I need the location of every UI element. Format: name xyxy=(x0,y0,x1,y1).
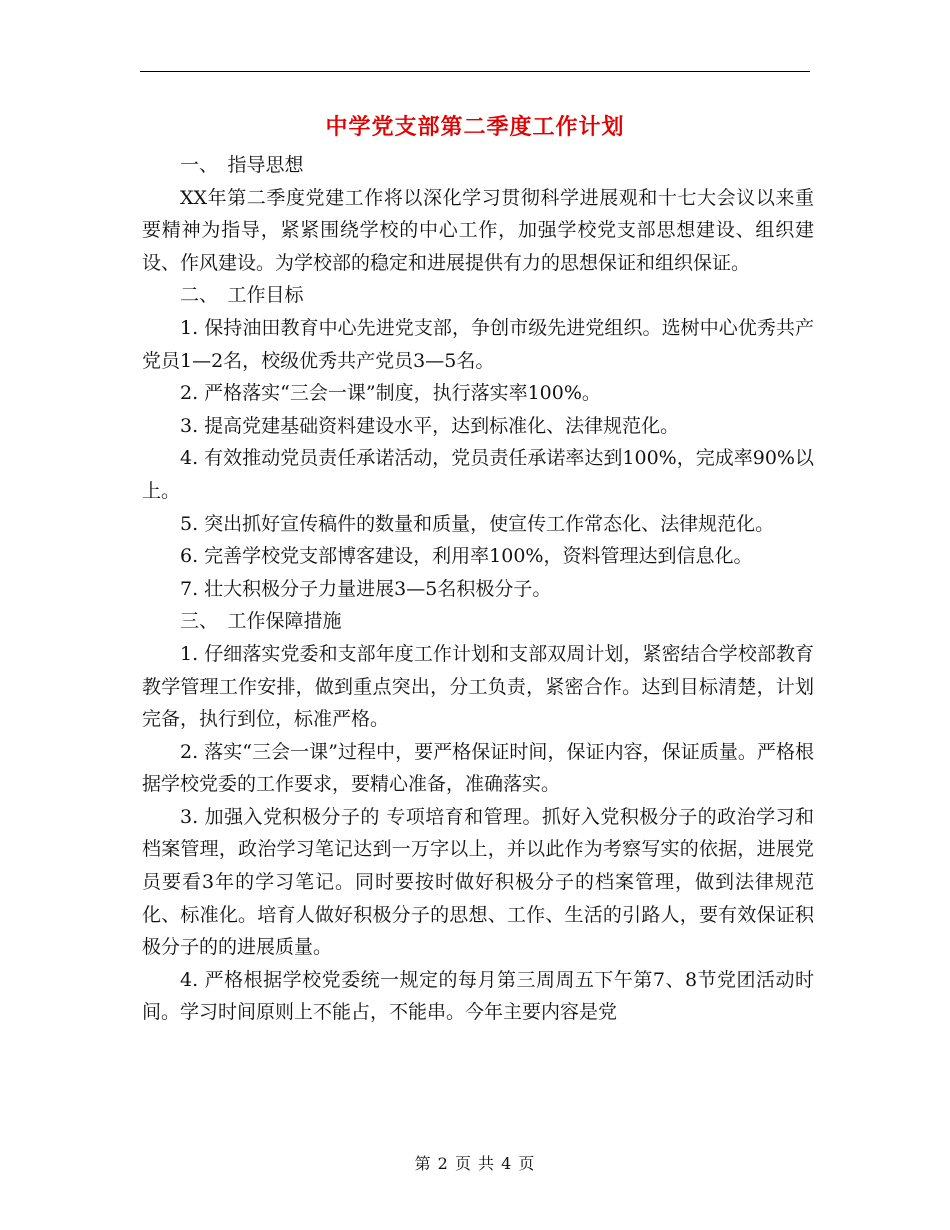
header-rule xyxy=(140,71,810,72)
goal-item-7: 7. 壮大积极分子力量进展3—5名积极分子。 xyxy=(180,577,552,600)
goal-item-5: 5. 突出抓好宣传稿件的数量和质量，使宣传工作常态化、法律规范化。 xyxy=(180,512,775,535)
measure-item-3: 3. 加强入党积极分子的 专项培育和管理。抓好入党积极分子的政治学习和档案管理，政治学习笔记达到一万字以上，并以此作为考察写实的依据，进展党员要看3年的学习笔记。同时要按时做好积极分子的档案管理，做到法律规范化、标准化。培育人做好积极分子的思想、工作、生活的引路人，要有效保证积极分子的的进展质量。 xyxy=(142,805,814,959)
goal-item-4: 4. 有效推动党员责任承诺活动，党员责任承诺率达到100%，完成率90%以上。 xyxy=(142,447,814,502)
document-title: 中学党支部第二季度工作计划 xyxy=(325,114,625,140)
goal-item-3: 3. 提高党建基础资料建设水平，达到标准化、法律规范化。 xyxy=(180,414,680,437)
goal-item-6: 6. 完善学校党支部博客建设，利用率100%，资料管理达到信息化。 xyxy=(180,545,753,568)
measure-item-4: 4. 严格根据学校党委统一规定的每月第三周周五下午第7、8节党团活动时间。学习时间原则上不能占，不能串。今年主要内容是党 xyxy=(142,968,814,1024)
goal-item-1: 1. 保持油田教育中心先进党支部，争创市级先进党组织。选树中心优秀共产党员1—2名，校级优秀共产党员3—5名。 xyxy=(142,316,814,372)
paragraph-guiding-ideology: XX年第二季度党建工作将以深化学习贯彻科学进展观和十七大会议以来重要精神为指导，紧紧围绕学校的中心工作，加强学校党支部思想建设、组织建设、作风建设。为学校部的稳定和进展提供有力的思想保证和组织保证。 xyxy=(142,186,814,274)
section-heading-work-goals: 二、 工作目标 xyxy=(180,284,304,307)
goal-item-2: 2. 严格落实“三会一课”制度，执行落实率100%。 xyxy=(180,382,601,405)
document-body xyxy=(142,149,814,1029)
section-heading-safeguard-measures: 三、 工作保障措施 xyxy=(180,610,342,633)
section-heading-guiding-ideology: 一、 指导思想 xyxy=(180,154,304,176)
page-indicator: 第 2 页 共 4 页 xyxy=(414,1154,536,1173)
measure-item-1: 1. 仔细落实党委和支部年度工作计划和支部双周计划，紧密结合学校部教育教学管理工作安排，做到重点突出，分工负责，紧密合作。达到目标清楚，计划完备，执行到位，标准严格。 xyxy=(142,642,814,731)
measure-item-2: 2. 落实“三会一课”过程中，要严格保证时间，保证内容，保证质量。严格根据学校党委的工作要求，要精心准备，准确落实。 xyxy=(142,740,814,796)
